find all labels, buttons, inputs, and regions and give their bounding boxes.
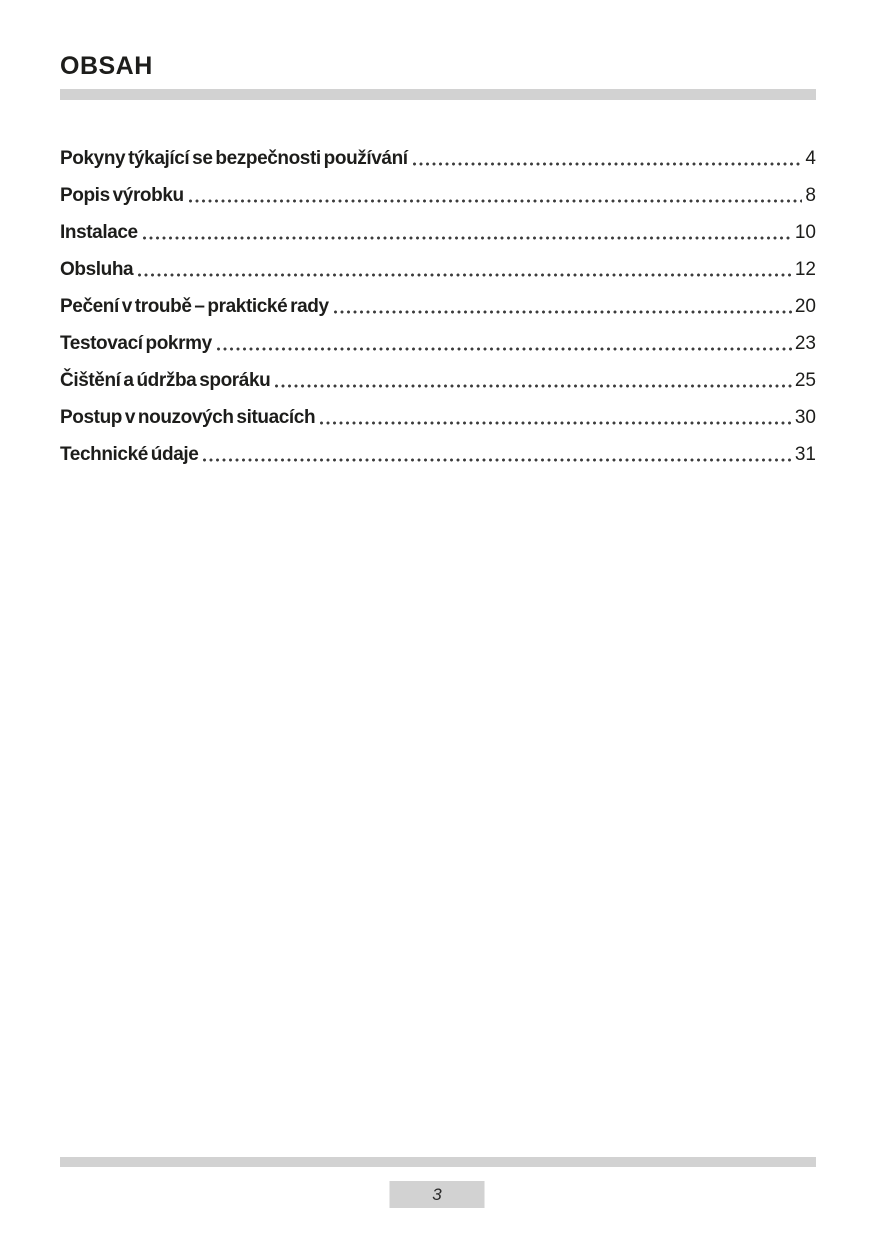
toc-entry-label: Testovací pokrmy — [60, 333, 212, 354]
toc-entry-page-number: 23 — [794, 333, 816, 354]
toc-entry — [60, 213, 816, 250]
toc-entry — [60, 398, 816, 435]
toc-dot-leader — [143, 236, 792, 240]
toc-entry-page-number: 25 — [794, 370, 816, 391]
toc-entry-label: Pečení v troubě – praktické rady — [60, 296, 329, 317]
toc-entry-page-number: 4 — [805, 148, 816, 169]
toc-dot-leader — [320, 421, 792, 425]
toc-entry-page-number: 30 — [794, 407, 816, 428]
toc-dot-leader — [334, 310, 792, 314]
toc-entry-label: Technické údaje — [60, 444, 199, 465]
toc-dot-leader — [189, 199, 803, 203]
toc-entry-label: Popis výrobku — [60, 185, 184, 206]
toc-entry-page-number: 10 — [794, 222, 816, 243]
toc-list — [60, 139, 816, 472]
toc-entry-page-number: 20 — [794, 296, 816, 317]
toc-entry-page-number: 31 — [794, 444, 816, 465]
page-title: OBSAH — [60, 52, 153, 80]
toc-dot-leader — [138, 273, 792, 277]
toc-entry — [60, 250, 816, 287]
page-number-badge — [390, 1181, 485, 1208]
toc-entry — [60, 287, 816, 324]
toc-entry-page-number: 12 — [794, 259, 816, 280]
toc-dot-leader — [217, 347, 792, 351]
toc-entry-label: Obsluha — [60, 259, 134, 280]
toc-dot-leader — [275, 384, 792, 388]
toc-dot-leader — [203, 458, 791, 462]
toc-entry-label: Postup v nouzových situacích — [60, 407, 316, 428]
toc-entry-page-number: 8 — [805, 185, 816, 206]
toc-entry-label: Instalace — [60, 222, 138, 243]
toc-entry-label: Pokyny týkající se bezpečnosti používání — [60, 148, 408, 169]
page-number: 3 — [432, 1184, 442, 1204]
toc-entry — [60, 139, 816, 176]
header-divider — [60, 89, 816, 100]
toc-entry — [60, 435, 816, 472]
toc-dot-leader — [413, 162, 803, 166]
toc-entry — [60, 176, 816, 213]
toc-entry-label: Čištění a údržba sporáku — [60, 370, 271, 391]
toc-entry — [60, 324, 816, 361]
footer-divider — [60, 1157, 816, 1167]
toc-entry — [60, 361, 816, 398]
